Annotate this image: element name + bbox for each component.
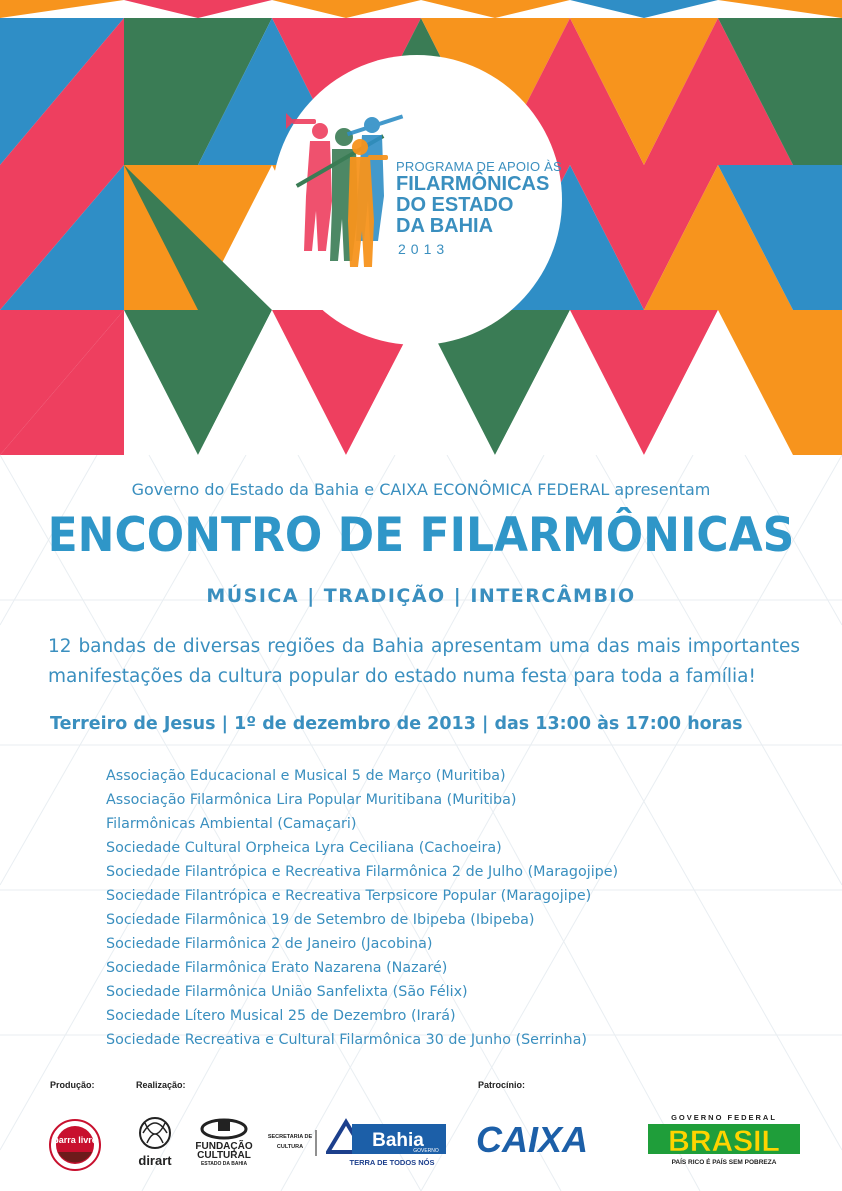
list-item: Sociedade Filarmônica União Sanfelixta (São Félix) — [106, 984, 468, 1000]
list-item: Sociedade Filantrópica e Recreativa Terpsicore Popular (Maragojipe) — [106, 888, 592, 904]
fundacao-line3: ESTADO DA BAHIA — [200, 1161, 248, 1167]
band-list — [106, 764, 618, 1052]
producao-label: Produção: — [50, 1080, 95, 1090]
fundacao-cultural-logo — [196, 1117, 260, 1169]
badge-year: 2013 — [398, 241, 450, 257]
description: 12 bandas de diversas regiões da Bahia apresentam uma das mais importantes manifestações da cultura popular do estado numa festa para toda a família! — [48, 636, 800, 687]
brasil-text: BRASIL — [668, 1125, 780, 1158]
list-item: Filarmônicas Ambiental (Camaçari) — [106, 816, 357, 832]
bahia-text: Bahia — [372, 1130, 424, 1151]
list-item: Sociedade Lítero Musical 25 de Dezembro (Irará) — [106, 1008, 456, 1024]
brasil-tagline: PAÍS RICO É PAÍS SEM POBREZA — [671, 1159, 777, 1166]
badge-line4: DA BAHIA — [396, 215, 494, 237]
list-item: Sociedade Filarmônica Erato Nazarena (Nazaré) — [106, 960, 448, 976]
badge-line2: FILARMÔNICAS — [396, 173, 550, 195]
program-badge — [272, 55, 562, 345]
secretaria-line2: CULTURA — [276, 1144, 304, 1150]
list-item: Sociedade Filantrópica e Recreativa Filarmônica 2 de Julho (Maragojipe) — [106, 864, 619, 880]
list-item: Sociedade Cultural Orpheica Lyra Ceciliana (Cachoeira) — [106, 840, 502, 856]
list-item: Associação Educacional e Musical 5 de Março (Muritiba) — [106, 768, 506, 784]
bahia-governo-text: GOVERNO — [413, 1148, 439, 1154]
list-item: Sociedade Filarmônica 2 de Janeiro (Jacobina) — [106, 936, 433, 952]
fundacao-line2: CULTURAL — [197, 1150, 251, 1161]
caixa-logo — [474, 1118, 618, 1160]
realizacao-label: Realização: — [136, 1080, 186, 1090]
secretaria-cultura-logo — [268, 1128, 318, 1158]
list-item: Sociedade Filarmônica 19 de Setembro de Ibipeba (Ibipeba) — [106, 912, 535, 928]
bahia-governo-logo — [326, 1118, 448, 1170]
subtitle: MÚSICA | TRADIÇÃO | INTERCÂMBIO — [206, 585, 636, 607]
list-item: Sociedade Recreativa e Cultural Filarmônica 30 de Junho (Serrinha) — [106, 1032, 587, 1048]
brasil-governo-federal-logo — [646, 1112, 802, 1168]
badge-text — [396, 159, 562, 257]
barra-livre-text: barra livre — [53, 1135, 97, 1145]
secretaria-line1: SECRETARIA DE — [268, 1134, 313, 1140]
badge-line3: DO ESTADO — [396, 194, 514, 216]
badge-line1: PROGRAMA DE APOIO ÀS — [396, 159, 562, 174]
fundacao-line1: FUNDAÇÃO — [196, 1141, 253, 1152]
list-item: Associação Filarmônica Lira Popular Muritibana (Muritiba) — [106, 792, 517, 808]
patrocinio-label: Patrocínio: — [478, 1080, 526, 1090]
event-details: Terreiro de Jesus | 1º de dezembro de 2013 | das 13:00 às 17:00 horas — [50, 714, 743, 734]
musicians-illustration — [286, 101, 406, 271]
bahia-tagline: TERRA DE TODOS NÓS — [349, 1158, 435, 1167]
barra-livre-logo — [48, 1118, 102, 1172]
brasil-top-text: GOVERNO FEDERAL — [671, 1113, 777, 1122]
dirart-logo — [133, 1115, 181, 1169]
dirart-text: dirart — [138, 1153, 172, 1168]
page-title: ENCONTRO DE FILARMÔNICAS — [47, 507, 795, 564]
caixa-text: CAIXA — [476, 1119, 589, 1160]
presenters-line: Governo do Estado da Bahia e CAIXA ECONÔMICA FEDERAL apresentam — [131, 480, 711, 499]
